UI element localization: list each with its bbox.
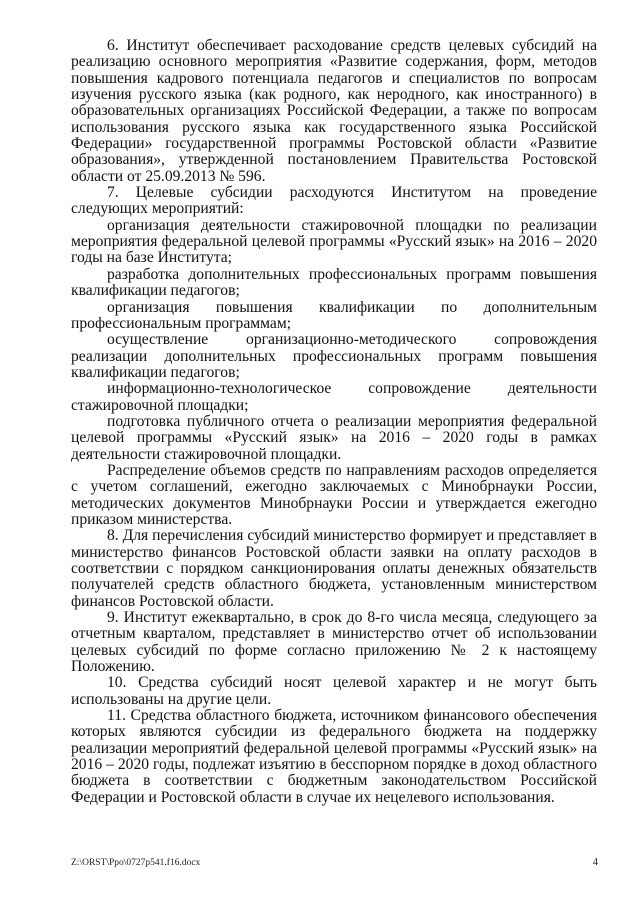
paragraph-11: 11. Средства областного бюджета, источником финансового обеспечения которых являются субсидии из федерального бюджета на поддержку реализации мероприятий федеральной целевой программы «Русский язык» на 2016 – 2020 годы, подлежат изъятию в бесспорном порядке в доход областного бюджета в соответствии с бюджетным законодательством Российской Федерации и Ростовской области в случае их нецелевого использования. <box>71 707 597 806</box>
list-item: организация деятельности стажировочной площадки по реализации мероприятия федеральной целевой программы «Русский язык» на 2016 – 2020 годы на базе Института; <box>71 216 597 267</box>
paragraph-9: 9. Институт ежеквартально, в срок до 8-го числа месяца, следующего за отчетным кварталом, представляет в министерство отчет об использовании целевых субсидий по форме согласно приложению № 2 к настоящему Положению. <box>71 609 597 676</box>
paragraph-10: 10. Средства субсидий носят целевой характер и не могут быть использованы на другие цели. <box>71 674 597 708</box>
list-item: осуществление организационно-методического сопровождения реализации дополнительных профессиональных программ повышения квалификации педагогов; <box>71 331 597 381</box>
paragraph-7: 7. Целевые субсидии расходуются Институтом на проведение следующих мероприятий: <box>71 184 597 218</box>
footer-file-path: Z:\ORST\Ppo\0727p541.f16.docx <box>71 858 201 868</box>
list-item: подготовка публичного отчета о реализации мероприятия федеральной целевой программы «Русский язык» на 2016 – 2020 годы в рамках деятельности стажировочной площадки. <box>71 412 597 463</box>
list-item: информационно-технологическое сопровождение деятельности стажировочной площадки; <box>71 380 597 414</box>
list-item: разработка дополнительных профессиональных программ повышения квалификации педагогов; <box>71 265 597 300</box>
document-body <box>71 38 597 806</box>
paragraph-distribution: Распределение объемов средств по направлениям расходов определяется с учетом соглашений, ежегодно заключаемых с Минобрнауки России, методических документов Минобрнауки России и утверждается ежегодно приказом министерства. <box>71 461 597 528</box>
page-number: 4 <box>592 857 598 868</box>
paragraph-6: 6. Институт обеспечивает расходование средств целевых субсидий на реализацию основного мероприятия «Развитие содержания, форм, методов повышения кадрового потенциала педагогов и специалистов по вопросам изучения русского языка (как родного, как неродного, как иностранного) в образовательных организациях Российской Федерации, а также по вопросам использования русского языка как государственного языка Российской Федерации» государственной программы Ростовской области «Развитие образования», утвержденной постановлением Правительства Ростовской области от 25.09.2013 № 596. <box>71 37 597 185</box>
paragraph-8: 8. Для перечисления субсидий министерство формирует и представляет в министерство финансов Ростовской области заявки на оплату расходов в соответствии с порядком санкционирования оплаты денежных обязательств получателей средств областного бюджета, установленным министерством финансов Ростовской области. <box>71 527 597 610</box>
list-item: организация повышения квалификации по дополнительным профессиональным программам; <box>71 298 597 332</box>
